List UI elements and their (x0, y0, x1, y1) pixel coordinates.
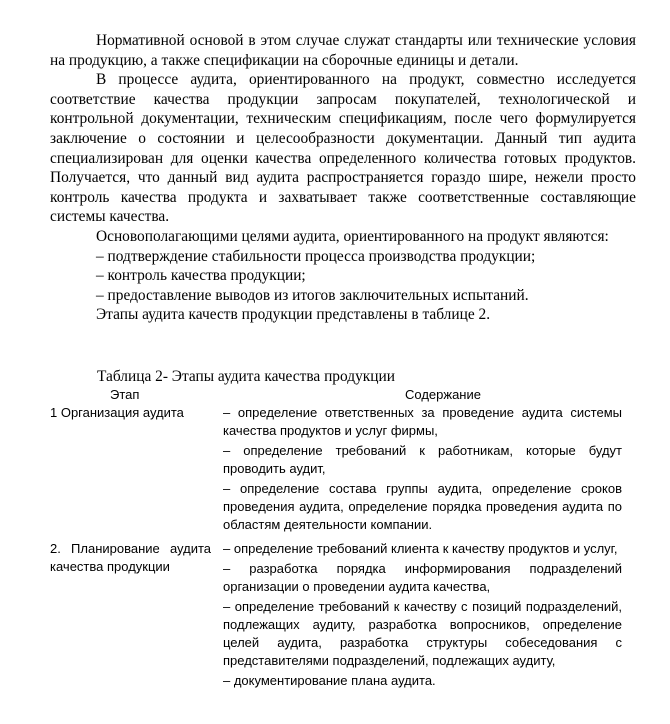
table-caption: Таблица 2- Этапы аудита качества продукции (97, 368, 395, 385)
paragraph-table-reference: Этапы аудита качеств продукции представлены в таблице 2. (96, 306, 491, 324)
content-cell (211, 404, 622, 536)
paragraph-audit-goals: Основополагающими целями аудита, ориентированного на продукт являются: (96, 227, 609, 245)
content-entry: – документирование плана аудита. (223, 672, 436, 688)
table-row (50, 540, 622, 692)
list-item: – подтверждение стабильности процесса производства продукции; (96, 247, 536, 265)
paragraph-normative-basis: Нормативной основой в этом случае служат стандарты или технические условия на продукцию, а также спецификации на сборочные единицы и детали. (50, 32, 636, 69)
content-entry: – разработка порядка информирования подразделений организации о проведении аудита качества, (223, 560, 622, 594)
content-entry: – определение состава группы аудита, определение сроков проведения аудита, определение порядка проведения аудита по областям деятельности компании. (223, 480, 622, 533)
content-entry: – определение требований к работникам, которые будут проводить аудит, (223, 442, 622, 477)
content-entry: – определение требований клиента к качеству продуктов и услуг, (223, 540, 618, 556)
audit-stages-table (50, 386, 622, 692)
stage-cell: 1 Организация аудита (50, 405, 184, 420)
column-header-stage: Этап (110, 387, 140, 402)
table-header-row (50, 386, 622, 403)
list-item: – контроль качества продукции; (96, 267, 306, 285)
body-text (50, 31, 636, 325)
list-item: – предоставление выводов из итогов заключительных испытаний. (96, 286, 529, 304)
table-row (50, 404, 622, 536)
stage-cell: 2. Планирование аудита качества продукции (50, 540, 211, 575)
column-header-content: Содержание (405, 387, 481, 402)
content-cell (211, 540, 622, 692)
content-entry: – определение требований к качеству с позиций подразделений, подлежащих аудиту, разработка вопросников, определение целей аудита, разработка структуры собеседования с представителями подразделений, подлежащих аудиту, (223, 598, 622, 669)
paragraph-product-audit: В процессе аудита, ориентированного на продукт, совместно исследуется соответствие качества продукции запросам покупателей, технологической и контрольной документации, техническим спецификациям, после чего формулируется заключение о состоянии и целесообразности документации. Данный тип аудита специализирован для оценки качества определенного количества готовых продуктов. Получается, что данный вид аудита распространяется гораздо шире, нежели просто контроль качества продукта и захватывает также соответственные составляющие системы качества. (50, 71, 636, 226)
content-entry: – определение ответственных за проведение аудита системы качества продуктов и услуг фирмы, (223, 405, 622, 439)
